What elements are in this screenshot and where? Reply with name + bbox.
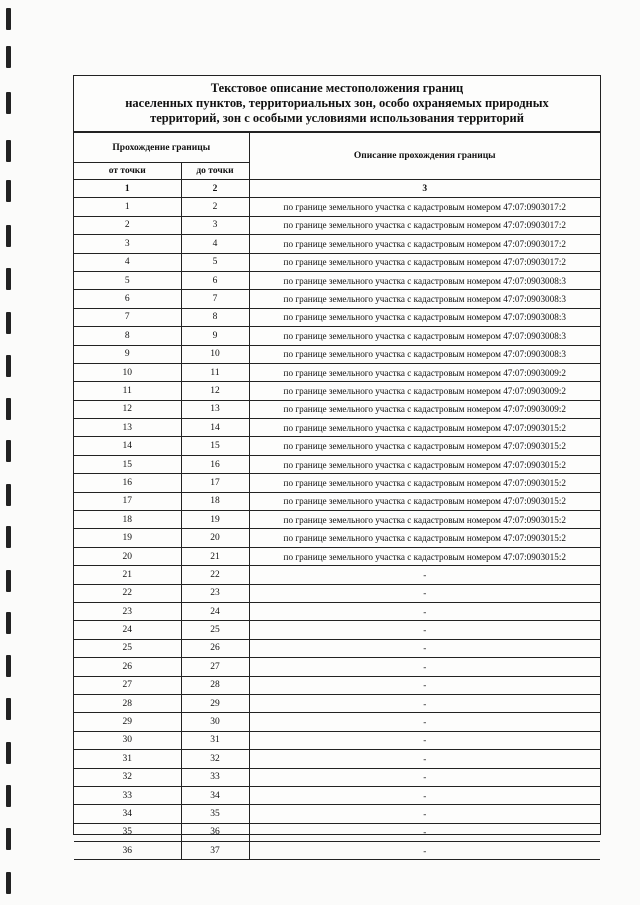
- table-row: [74, 639, 600, 657]
- from-point-cell: 19: [74, 529, 181, 547]
- table-row: [74, 676, 600, 694]
- description-cell: -: [249, 676, 600, 694]
- description-cell: по границе земельного участка с кадастровым номером 47:07:0903008:3: [249, 327, 600, 345]
- table-row: [74, 327, 600, 345]
- title-line-1: Текстовое описание местоположения границ: [210, 81, 464, 95]
- from-point-cell: 23: [74, 602, 181, 620]
- title-line-2: населенных пунктов, территориальных зон, особо охраняемых природных: [125, 96, 549, 110]
- to-point-cell: 32: [181, 750, 249, 768]
- description-cell: по границе земельного участка с кадастровым номером 47:07:0903017:2: [249, 235, 600, 253]
- table-row: [74, 842, 600, 860]
- description-cell: по границе земельного участка с кадастровым номером 47:07:0903009:2: [249, 382, 600, 400]
- to-point-cell: 12: [181, 382, 249, 400]
- table-row: [74, 474, 600, 492]
- from-point-cell: 28: [74, 694, 181, 712]
- from-point-cell: 2: [74, 216, 181, 234]
- description-cell: -: [249, 639, 600, 657]
- from-point-cell: 36: [74, 842, 181, 860]
- from-point-cell: 30: [74, 731, 181, 749]
- from-point-cell: 17: [74, 492, 181, 510]
- description-cell: по границе земельного участка с кадастровым номером 47:07:0903015:2: [249, 511, 600, 529]
- to-point-cell: 35: [181, 805, 249, 823]
- title-line-3: территорий, зон с особыми условиями использования территорий: [150, 111, 524, 125]
- from-point-cell: 35: [74, 823, 181, 841]
- table-row: [74, 805, 600, 823]
- to-point-cell: 26: [181, 639, 249, 657]
- description-cell: по границе земельного участка с кадастровым номером 47:07:0903009:2: [249, 363, 600, 381]
- description-cell: по границе земельного участка с кадастровым номером 47:07:0903015:2: [249, 474, 600, 492]
- from-point-cell: 24: [74, 621, 181, 639]
- description-cell: -: [249, 602, 600, 620]
- description-cell: -: [249, 768, 600, 786]
- description-cell: по границе земельного участка с кадастровым номером 47:07:0903008:3: [249, 290, 600, 308]
- from-point-cell: 1: [74, 198, 181, 216]
- description-cell: -: [249, 713, 600, 731]
- description-cell: по границе земельного участка с кадастровым номером 47:07:0903008:3: [249, 345, 600, 363]
- to-point-cell: 14: [181, 419, 249, 437]
- binding-holes: [6, 0, 16, 905]
- table-body: [74, 198, 600, 860]
- column-number-3: 3: [249, 180, 600, 198]
- from-point-cell: 25: [74, 639, 181, 657]
- to-point-cell: 20: [181, 529, 249, 547]
- table-row: [74, 584, 600, 602]
- table-row: [74, 290, 600, 308]
- to-point-cell: 7: [181, 290, 249, 308]
- description-cell: по границе земельного участка с кадастровым номером 47:07:0903008:3: [249, 271, 600, 289]
- table-row: [74, 529, 600, 547]
- table-row: [74, 602, 600, 620]
- from-point-cell: 7: [74, 308, 181, 326]
- to-point-cell: 36: [181, 823, 249, 841]
- to-point-cell: 25: [181, 621, 249, 639]
- from-point-cell: 16: [74, 474, 181, 492]
- to-point-cell: 4: [181, 235, 249, 253]
- header-passage: Прохождение границы: [74, 133, 249, 163]
- description-cell: по границе земельного участка с кадастровым номером 47:07:0903017:2: [249, 198, 600, 216]
- to-point-cell: 22: [181, 566, 249, 584]
- from-point-cell: 5: [74, 271, 181, 289]
- to-point-cell: 37: [181, 842, 249, 860]
- table-row: [74, 823, 600, 841]
- from-point-cell: 9: [74, 345, 181, 363]
- table-row: [74, 492, 600, 510]
- description-cell: -: [249, 842, 600, 860]
- from-point-cell: 20: [74, 547, 181, 565]
- table-row: [74, 308, 600, 326]
- to-point-cell: 27: [181, 658, 249, 676]
- boundary-table: [74, 132, 600, 860]
- from-point-cell: 29: [74, 713, 181, 731]
- header-to-point: до точки: [181, 163, 249, 180]
- table-row: [74, 400, 600, 418]
- table-row: [74, 382, 600, 400]
- from-point-cell: 22: [74, 584, 181, 602]
- table-row: [74, 566, 600, 584]
- table-row: [74, 271, 600, 289]
- table-row: [74, 419, 600, 437]
- table-row: [74, 511, 600, 529]
- description-cell: по границе земельного участка с кадастровым номером 47:07:0903015:2: [249, 455, 600, 473]
- table-row: [74, 198, 600, 216]
- from-point-cell: 6: [74, 290, 181, 308]
- from-point-cell: 31: [74, 750, 181, 768]
- to-point-cell: 16: [181, 455, 249, 473]
- description-cell: по границе земельного участка с кадастровым номером 47:07:0903015:2: [249, 437, 600, 455]
- description-cell: -: [249, 621, 600, 639]
- from-point-cell: 26: [74, 658, 181, 676]
- table-row: [74, 658, 600, 676]
- to-point-cell: 19: [181, 511, 249, 529]
- to-point-cell: 29: [181, 694, 249, 712]
- table-row: [74, 694, 600, 712]
- description-cell: -: [249, 584, 600, 602]
- to-point-cell: 30: [181, 713, 249, 731]
- to-point-cell: 18: [181, 492, 249, 510]
- to-point-cell: 28: [181, 676, 249, 694]
- description-cell: -: [249, 658, 600, 676]
- to-point-cell: 11: [181, 363, 249, 381]
- column-number-1: 1: [74, 180, 181, 198]
- to-point-cell: 5: [181, 253, 249, 271]
- table-row: [74, 253, 600, 271]
- header-from-point: от точки: [74, 163, 181, 180]
- table-row: [74, 437, 600, 455]
- table-row: [74, 750, 600, 768]
- from-point-cell: 14: [74, 437, 181, 455]
- description-cell: по границе земельного участка с кадастровым номером 47:07:0903015:2: [249, 419, 600, 437]
- description-cell: по границе земельного участка с кадастровым номером 47:07:0903015:2: [249, 529, 600, 547]
- to-point-cell: 31: [181, 731, 249, 749]
- table-row: [74, 731, 600, 749]
- column-number-2: 2: [181, 180, 249, 198]
- to-point-cell: 2: [181, 198, 249, 216]
- description-cell: по границе земельного участка с кадастровым номером 47:07:0903015:2: [249, 547, 600, 565]
- description-cell: по границе земельного участка с кадастровым номером 47:07:0903015:2: [249, 492, 600, 510]
- from-point-cell: 27: [74, 676, 181, 694]
- description-cell: по границе земельного участка с кадастровым номером 47:07:0903017:2: [249, 216, 600, 234]
- document-title: [74, 76, 600, 132]
- to-point-cell: 6: [181, 271, 249, 289]
- header-description: Описание прохождения границы: [249, 133, 600, 180]
- from-point-cell: 10: [74, 363, 181, 381]
- description-cell: -: [249, 694, 600, 712]
- to-point-cell: 10: [181, 345, 249, 363]
- to-point-cell: 9: [181, 327, 249, 345]
- table-row: [74, 363, 600, 381]
- to-point-cell: 34: [181, 786, 249, 804]
- from-point-cell: 13: [74, 419, 181, 437]
- to-point-cell: 24: [181, 602, 249, 620]
- from-point-cell: 18: [74, 511, 181, 529]
- from-point-cell: 3: [74, 235, 181, 253]
- description-cell: по границе земельного участка с кадастровым номером 47:07:0903008:3: [249, 308, 600, 326]
- description-cell: -: [249, 750, 600, 768]
- description-cell: -: [249, 805, 600, 823]
- from-point-cell: 4: [74, 253, 181, 271]
- description-cell: -: [249, 823, 600, 841]
- document-sheet: [73, 75, 601, 856]
- to-point-cell: 3: [181, 216, 249, 234]
- to-point-cell: 33: [181, 768, 249, 786]
- table-row: [74, 216, 600, 234]
- table-row: [74, 786, 600, 804]
- to-point-cell: 23: [181, 584, 249, 602]
- table-row: [74, 768, 600, 786]
- from-point-cell: 21: [74, 566, 181, 584]
- to-point-cell: 17: [181, 474, 249, 492]
- table-row: [74, 455, 600, 473]
- to-point-cell: 15: [181, 437, 249, 455]
- table-row: [74, 713, 600, 731]
- description-cell: -: [249, 566, 600, 584]
- description-cell: по границе земельного участка с кадастровым номером 47:07:0903017:2: [249, 253, 600, 271]
- description-cell: по границе земельного участка с кадастровым номером 47:07:0903009:2: [249, 400, 600, 418]
- table-row: [74, 547, 600, 565]
- from-point-cell: 32: [74, 768, 181, 786]
- from-point-cell: 12: [74, 400, 181, 418]
- description-cell: -: [249, 786, 600, 804]
- from-point-cell: 34: [74, 805, 181, 823]
- from-point-cell: 33: [74, 786, 181, 804]
- from-point-cell: 8: [74, 327, 181, 345]
- to-point-cell: 21: [181, 547, 249, 565]
- from-point-cell: 15: [74, 455, 181, 473]
- from-point-cell: 11: [74, 382, 181, 400]
- table-row: [74, 345, 600, 363]
- table-row: [74, 621, 600, 639]
- to-point-cell: 13: [181, 400, 249, 418]
- description-cell: -: [249, 731, 600, 749]
- table-row: [74, 235, 600, 253]
- to-point-cell: 8: [181, 308, 249, 326]
